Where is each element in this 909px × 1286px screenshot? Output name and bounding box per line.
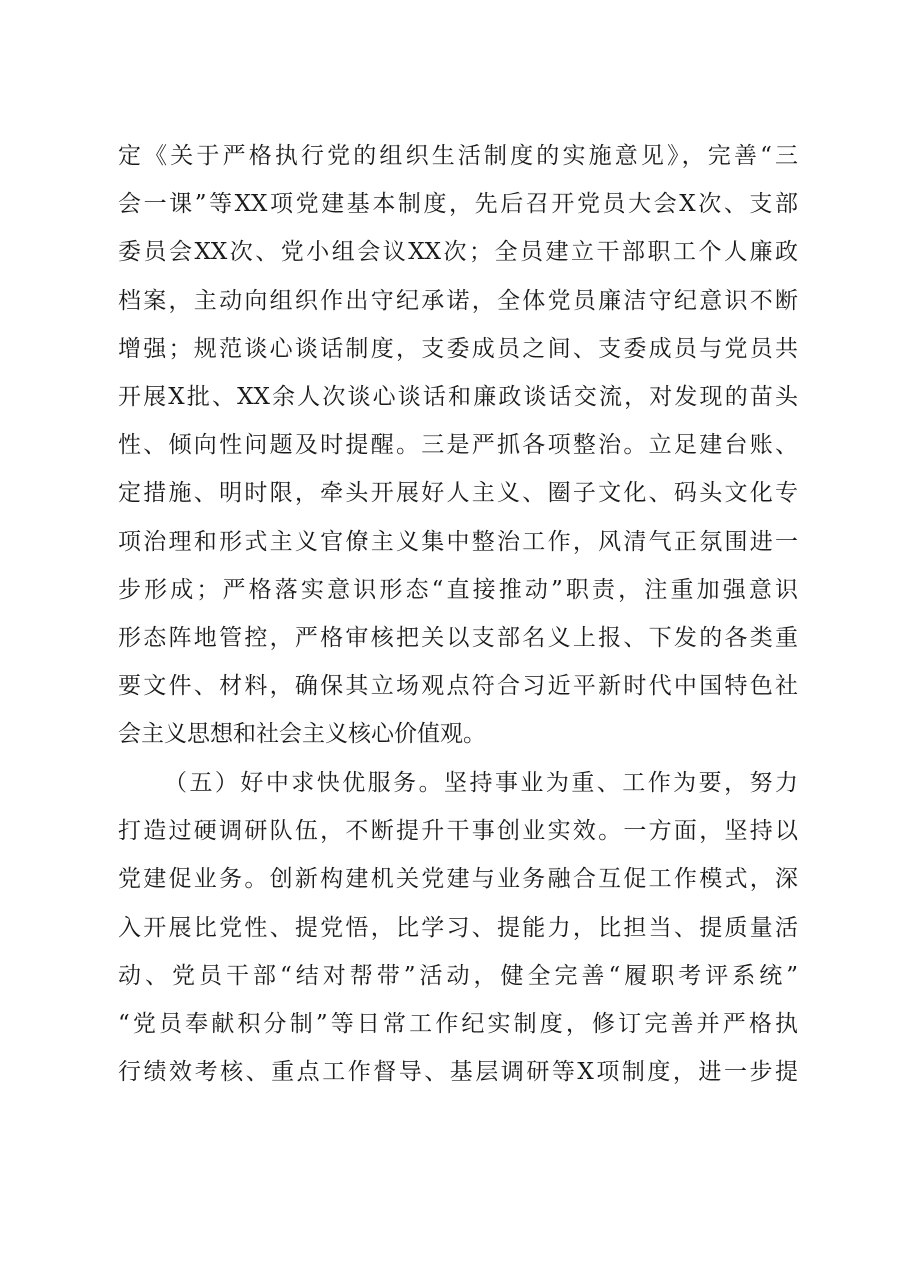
text-line: 要文件、材料，确保其立场观点符合习近平新时代中国特色社	[118, 673, 798, 700]
text-line: 会一课”等XX项党建基本制度，先后召开党员大会X次、支部	[118, 191, 798, 218]
text-line: 项治理和形式主义官僚主义集中整治工作，风清气正氛围进一	[118, 528, 798, 555]
text-line: 性、倾向性问题及时提醒。三是严抓各项整治。立足建台账、	[118, 432, 798, 459]
text-line: 委员会XX次、党小组会议XX次；全员建立干部职工个人廉政	[118, 239, 798, 266]
text-line: 增强；规范谈心谈话制度，支委成员之间、支委成员与党员共	[118, 335, 798, 362]
text-line: 开展X批、XX余人次谈心谈话和廉政谈话交流，对发现的苗头	[118, 383, 798, 410]
text-line: 会主义思想和社会主义核心价值观。	[118, 721, 486, 748]
text-line: 定《关于严格执行党的组织生活制度的实施意见》，完善“三	[118, 143, 798, 169]
text-line: 定措施、明时限，牵头开展好人主义、圈子文化、码头文化专	[118, 480, 798, 507]
text-line: 党建促业务。创新构建机关党建与业务融合互促工作模式，深	[118, 866, 798, 893]
text-line: 入开展比党性、提党悟，比学习、提能力，比担当、提质量活	[118, 914, 798, 941]
text-line: （五）好中求快优服务。坚持事业为重、工作为要，努力	[164, 770, 798, 796]
text-line: 步形成；严格落实意识形态“直接推动”职责，注重加强意识	[118, 576, 798, 603]
paragraph-1	[118, 132, 798, 758]
text-line: 行绩效考核、重点工作督导、基层调研等X项制度，进一步提	[118, 1059, 798, 1086]
text-line: “党员奉献积分制”等日常工作纪实制度，修订完善并严格执	[118, 1010, 798, 1037]
text-line: 打造过硬调研队伍，不断提升干事创业实效。一方面，坚持以	[118, 818, 798, 845]
text-line: 档案，主动向组织作出守纪承诺，全体党员廉洁守纪意识不断	[118, 287, 798, 314]
paragraph-2	[118, 759, 798, 1096]
text-line: 动、党员干部“结对帮带”活动，健全完善“履职考评系统”	[118, 962, 798, 989]
text-line: 形态阵地管控，严格审核把关以支部名义上报、下发的各类重	[118, 624, 798, 651]
